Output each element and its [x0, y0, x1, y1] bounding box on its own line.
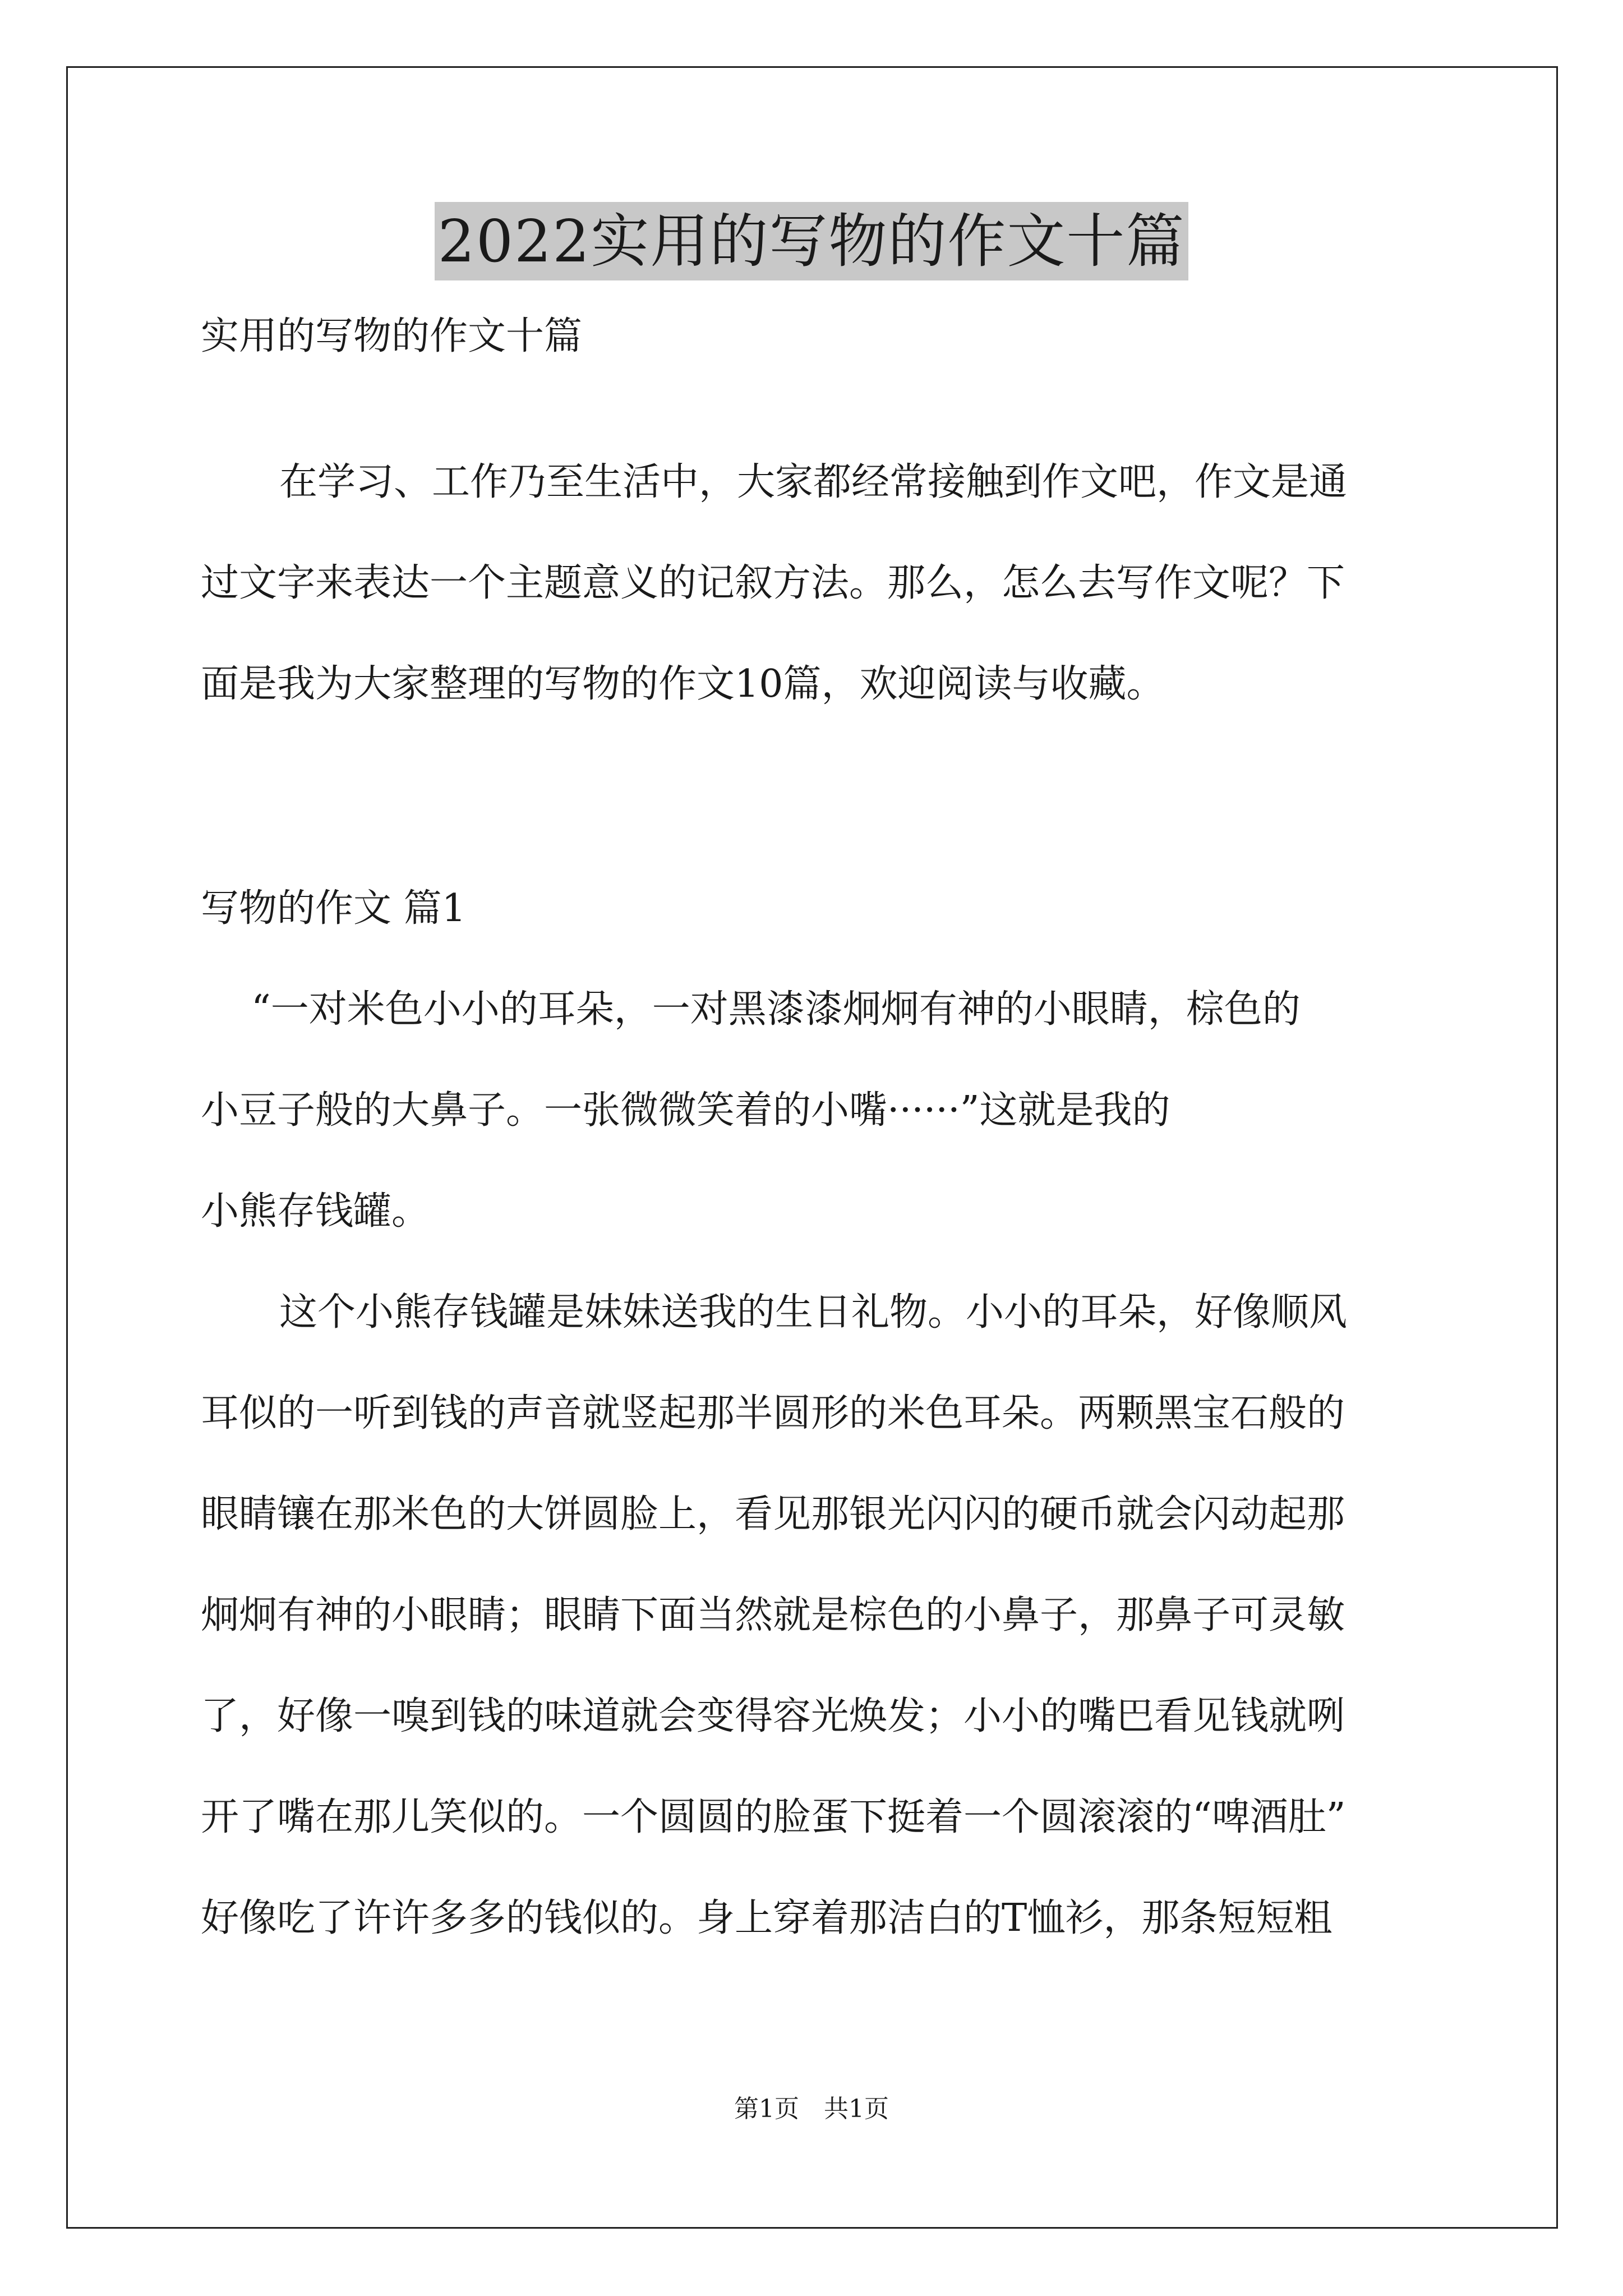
para2-line-6: 开了嘴在那儿笑似的。一个圆圆的脸蛋下挺着一个圆滚滚的“啤酒肚” [201, 1795, 1346, 1839]
document-subtitle: 实用的写物的作文十篇 [201, 314, 583, 358]
para2-line-7: 好像吃了许许多多的钱似的。身上穿着那洁白的T恤衫，那条短短粗 [201, 1896, 1332, 1940]
para1-line-2: 小豆子般的大鼻子。一张微微笑着的小嘴······”这就是我的 [201, 1088, 1170, 1133]
para1-line-3: 小熊存钱罐。 [201, 1189, 430, 1234]
para2-line-5: 了，好像一嗅到钱的味道就会变得容光焕发；小小的嘴巴看见钱就咧 [201, 1694, 1345, 1738]
intro-line-2: 过文字来表达一个主题意义的记叙方法。那么，怎么去写作文呢？下 [201, 561, 1345, 605]
title-container [0, 202, 1623, 280]
para2-line-1: 这个小熊存钱罐是妹妹送我的生日礼物。小小的耳朵，好像顺风 [279, 1290, 1348, 1335]
intro-line-1: 在学习、工作乃至生活中，大家都经常接触到作文吧，作文是通 [279, 460, 1348, 504]
para2-line-2: 耳似的一听到钱的声音就竖起那半圆形的米色耳朵。两颗黑宝石般的 [201, 1391, 1345, 1435]
section-heading: 写物的作文 篇1 [201, 886, 466, 931]
intro-line-3: 面是我为大家整理的写物的作文10篇，欢迎阅读与收藏。 [201, 662, 1165, 706]
document-title: 2022实用的写物的作文十篇 [435, 202, 1189, 280]
para2-line-3: 眼睛镶在那米色的大饼圆脸上，看见那银光闪闪的硬币就会闪动起那 [201, 1492, 1345, 1536]
para2-line-4: 炯炯有神的小眼睛；眼睛下面当然就是棕色的小鼻子，那鼻子可灵敏 [201, 1593, 1345, 1637]
page-footer: 第1页 共1页 [734, 2095, 889, 2123]
para1-line-1: “一对米色小小的耳朵，一对黑漆漆炯炯有神的小眼睛，棕色的 [251, 987, 1301, 1032]
